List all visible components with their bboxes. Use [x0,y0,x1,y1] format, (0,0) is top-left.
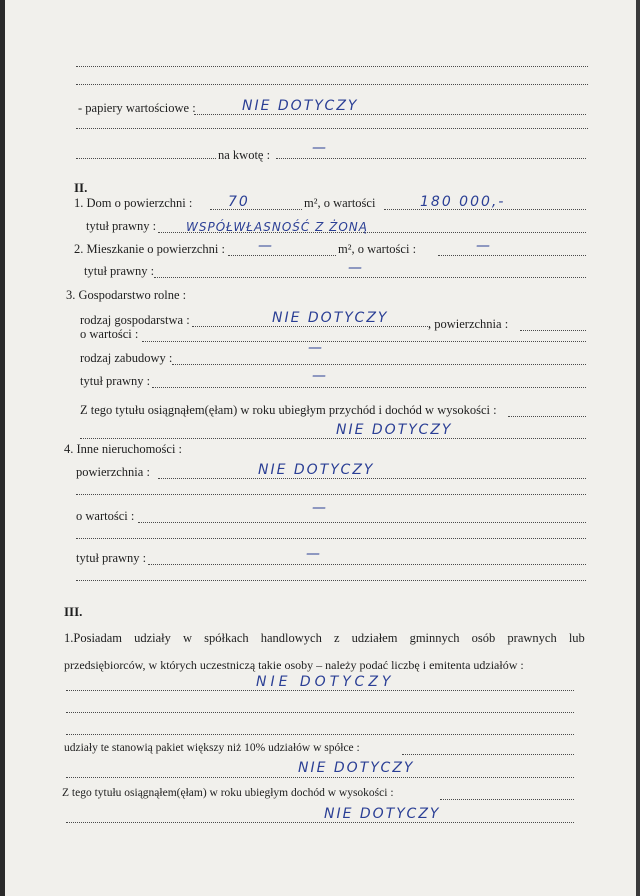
section-iii-heading: III. [64,604,83,619]
dom-prefix: 1. Dom o powierzchni : [74,196,193,210]
mieszkanie-value-handwritten: — [476,238,492,254]
dom-tytul-handwritten: WSPÓŁWŁASNOŚĆ Z ŻONĄ [186,220,368,234]
gospodarstwo-powierzchnia-label: , powierzchnia : [428,317,509,331]
mieszkanie-area-handwritten: — [258,238,274,254]
inne-powierzchnia-field[interactable] [158,478,586,479]
section-iii-dochod-field-2[interactable] [66,822,574,823]
dom-value-handwritten: 180 000,- [420,194,506,210]
kwota-field-line[interactable] [276,158,586,159]
section-iii-dochod-handwritten: NIE DOTYCZY [324,806,441,822]
papiery-handwritten: NIE DOTYCZY [242,98,359,114]
section-iii-dochod-label: Z tego tytułu osiągnąłem(ęłam) w roku ubiegłym dochód w wysokości : [62,787,394,799]
papiery-label: - papiery wartościowe : [78,101,196,115]
inne-tytul-label: tytuł prawny : [76,551,147,565]
gospodarstwo-rodzaj-field[interactable] [192,326,430,327]
gospodarstwo-dochod-field-1[interactable] [508,416,586,417]
gospodarstwo-wartosc-label: o wartości : [80,327,139,341]
kwota-field-left-line [76,158,216,159]
inne-label: 4. Inne nieruchomości : [64,442,183,456]
inne-tytul-field[interactable] [148,564,586,565]
section-ii-heading: II. [74,180,88,195]
gospodarstwo-wartosc-field[interactable] [142,341,586,342]
mieszkanie-value-field[interactable] [438,255,586,256]
mieszkanie-tytul-handwritten: — [348,260,364,276]
udzialy-handwritten: NIE DOTYCZY [256,674,395,690]
gospodarstwo-label: 3. Gospodarstwo rolne : [66,288,187,302]
gospodarstwo-zabudowa-field[interactable] [172,364,586,365]
gospodarstwo-powierzchnia-field[interactable] [520,330,586,331]
gospodarstwo-tytul-field[interactable] [152,387,586,388]
dotted-line [66,712,574,713]
dotted-line [76,128,588,129]
pakiet-label: udziały te stanowią pakiet większy niż 10% udziałów w spółce : [64,742,360,754]
dotted-line [76,580,586,581]
dom-area-handwritten: 70 [228,194,250,210]
mieszkanie-area-field[interactable] [228,255,336,256]
gospodarstwo-dochod-field-2[interactable] [80,438,586,439]
pakiet-handwritten: NIE DOTYCZY [298,760,415,776]
inne-wartosc-field[interactable] [138,522,586,523]
gospodarstwo-dochod-handwritten: NIE DOTYCZY [336,422,453,438]
pakiet-field-2[interactable] [66,777,574,778]
mieszkanie-tytul-label: tytuł prawny : [84,264,155,278]
inne-powierzchnia-label: powierzchnia : [76,465,150,479]
inne-wartosc-label: o wartości : [76,509,135,523]
gospodarstwo-zabudowa-handwritten: — [308,340,324,356]
dotted-line [76,494,586,495]
dom-tytul-label: tytuł prawny : [86,219,157,233]
dom-unit-wartosc: m², o wartości [304,196,376,210]
scan-edge-right [636,0,640,896]
dotted-line [66,734,574,735]
gospodarstwo-rodzaj-label: rodzaj gospodarstwa : [80,313,190,327]
kwota-label: na kwotę : [218,148,271,162]
inne-wartosc-handwritten: — [312,500,328,516]
papiery-field-line[interactable] [194,114,586,115]
mieszkanie-tytul-field[interactable] [154,277,586,278]
dotted-line [76,84,588,85]
section-iii-line-2: przedsiębiorców, w których uczestniczą takie osoby – należy podać liczbę i emitenta udziałów : [64,658,524,672]
inne-tytul-handwritten: — [306,546,322,562]
kwota-handwritten: — [312,140,328,156]
gospodarstwo-dochod-label: Z tego tytułu osiągnąłem(ęłam) w roku ubiegłym przychód i dochód w wysokości : [80,403,497,417]
scan-edge-left [0,0,5,896]
gospodarstwo-zabudowa-label: rodzaj zabudowy : [80,351,173,365]
gospodarstwo-rodzaj-handwritten: NIE DOTYCZY [272,310,389,326]
mieszkanie-unit-wartosc: m², o wartości : [338,242,417,256]
dotted-line [76,66,588,67]
dom-area-field[interactable] [210,209,302,210]
pakiet-field[interactable] [402,754,574,755]
gospodarstwo-tytul-label: tytuł prawny : [80,374,151,388]
udzialy-field[interactable] [66,690,574,691]
mieszkanie-prefix: 2. Mieszkanie o powierzchni : [74,242,225,256]
inne-powierzchnia-handwritten: NIE DOTYCZY [258,462,375,478]
section-iii-dochod-field[interactable] [440,799,574,800]
section-iii-line-1: 1.Posiadam udziały w spółkach handlowych z udziałem gminnych osób prawnych lub [64,631,585,645]
gospodarstwo-tytul-handwritten: — [312,368,328,384]
dotted-line [76,538,586,539]
